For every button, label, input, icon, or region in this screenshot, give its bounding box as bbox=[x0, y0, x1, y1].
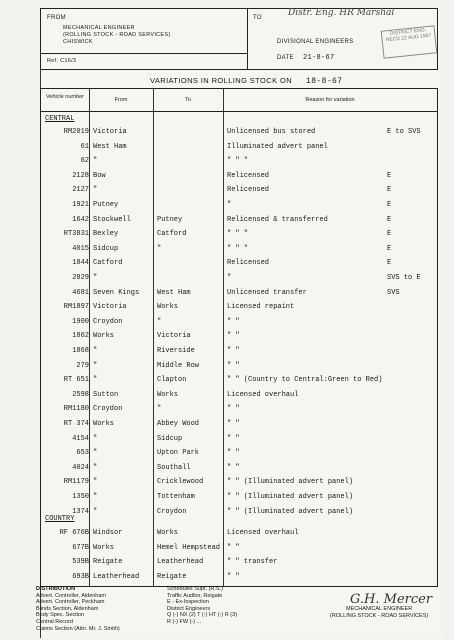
from-cell: Windsor bbox=[93, 529, 123, 537]
to-cell: Clapton bbox=[157, 376, 187, 385]
table-row bbox=[41, 446, 437, 461]
vehicle-number: 4024 bbox=[72, 463, 89, 472]
reason-code-cell: E bbox=[387, 244, 392, 253]
to-cell: " bbox=[157, 317, 162, 326]
table-row bbox=[41, 227, 437, 242]
from-cell: Works bbox=[93, 543, 115, 552]
reason-cell: " " bbox=[227, 543, 240, 552]
reason-code-cell: SVS bbox=[387, 288, 400, 297]
reason-cell: Licensed overhaul bbox=[227, 390, 299, 399]
table-row bbox=[41, 541, 437, 556]
reason-cell: " " " bbox=[227, 157, 249, 166]
distribution-list-2 bbox=[167, 586, 237, 626]
reason-cell: " " bbox=[227, 420, 240, 428]
from-cell: Stockwell bbox=[93, 215, 131, 224]
to-cell: Works bbox=[157, 303, 179, 312]
to-cell: Catford bbox=[157, 230, 187, 239]
reason-code-cell: E bbox=[387, 230, 392, 239]
col-header-reason: Reason for variation bbox=[305, 97, 355, 103]
reason-cell: " " bbox=[227, 317, 240, 326]
vehicle-number: 61 bbox=[80, 142, 89, 151]
to-cell: " bbox=[157, 405, 162, 414]
table-row bbox=[41, 242, 437, 257]
from-cell: " bbox=[93, 186, 98, 195]
from-line-1: MECHANICAL ENGINEER bbox=[63, 25, 135, 31]
to-cell: Croydon bbox=[157, 507, 187, 516]
table-row bbox=[41, 300, 437, 315]
vehicle-number: 1921 bbox=[72, 201, 89, 209]
from-cell: " bbox=[93, 507, 98, 516]
from-cell: Victoria bbox=[93, 303, 127, 312]
to-cell: Abbey Wood bbox=[157, 420, 200, 428]
reason-cell: Licensed overhaul bbox=[227, 529, 299, 537]
to-cell: Cricklewood bbox=[157, 478, 204, 487]
table-row bbox=[41, 526, 437, 541]
table-row bbox=[41, 286, 437, 301]
reason-cell: " " bbox=[227, 572, 240, 581]
from-cell: Bexley bbox=[93, 230, 119, 239]
reason-cell: " " " bbox=[227, 230, 249, 239]
vehicle-number: 693B bbox=[72, 572, 89, 581]
distribution-item: Advert. Controller, Aldenham bbox=[36, 592, 107, 599]
table-row bbox=[41, 213, 437, 228]
distribution-item: Central Record bbox=[36, 618, 73, 625]
to-cell: Leatherhead bbox=[157, 558, 204, 567]
vehicle-number: 539B bbox=[72, 558, 89, 567]
vehicle-number: RM1897 bbox=[63, 303, 89, 312]
vehicle-number: 2829 bbox=[72, 274, 89, 282]
document-title bbox=[150, 76, 342, 86]
vehicle-number: 2128 bbox=[72, 171, 89, 180]
table-row bbox=[41, 402, 437, 417]
from-cell: Sidcup bbox=[93, 244, 119, 253]
reason-cell: Relicensed bbox=[227, 259, 270, 268]
title-date: 18-8-67 bbox=[306, 77, 343, 86]
from-cell: Sutton bbox=[93, 390, 119, 399]
reason-cell: " " bbox=[227, 332, 240, 341]
to-cell: Victoria bbox=[157, 332, 191, 341]
from-line-2: (ROLLING STOCK - ROAD SERVICES) bbox=[63, 32, 171, 38]
col-header-vehicle: Vehicle number bbox=[46, 94, 84, 100]
from-cell: Putney bbox=[93, 201, 119, 209]
reason-code-cell: E bbox=[387, 215, 392, 224]
header-row-divider bbox=[41, 111, 437, 112]
table-row bbox=[41, 505, 437, 520]
vehicle-number: RT3831 bbox=[63, 230, 89, 239]
reason-cell: Licensed repaint bbox=[227, 303, 295, 312]
to-value: DIVISIONAL ENGINEERS bbox=[277, 39, 354, 45]
reason-cell: Relicensed & transferred bbox=[227, 215, 328, 224]
reason-cell: Unlicensed transfer bbox=[227, 288, 307, 297]
table-row bbox=[41, 417, 437, 432]
distribution-item: Body Spec. Section bbox=[36, 612, 85, 619]
distribution-label: DISTRIBUTION bbox=[36, 586, 76, 592]
reason-cell: " bbox=[227, 201, 232, 209]
reason-cell: Relicensed bbox=[227, 171, 270, 180]
vehicle-number: 2598 bbox=[72, 390, 89, 399]
table-row bbox=[41, 570, 437, 585]
distribution-list bbox=[36, 586, 120, 632]
reason-code-cell: E bbox=[387, 186, 392, 195]
reason-cell: " bbox=[227, 274, 232, 282]
table-row bbox=[41, 198, 437, 213]
from-cell: Croydon bbox=[93, 317, 123, 326]
vehicle-number: 4681 bbox=[72, 288, 89, 297]
reason-code-cell: E bbox=[387, 171, 392, 180]
section-country: COUNTRY bbox=[45, 515, 75, 523]
table-row bbox=[41, 329, 437, 344]
from-cell: Reigate bbox=[93, 558, 123, 567]
vehicle-number: RM2019 bbox=[63, 128, 89, 136]
from-cell: " bbox=[93, 434, 98, 443]
table-row bbox=[41, 183, 437, 198]
vehicle-number: 1868 bbox=[72, 347, 89, 355]
reason-cell: " " (Illuminated advert panel) bbox=[227, 493, 354, 501]
to-cell: Works bbox=[157, 529, 179, 537]
vehicle-number: RM1180 bbox=[63, 405, 89, 414]
vehicle-number: RT 651 bbox=[63, 376, 89, 385]
to-cell: Sidcup bbox=[157, 434, 183, 443]
reason-cell: " " bbox=[227, 347, 240, 355]
reason-cell: " " bbox=[227, 405, 240, 414]
reason-cell: " " (Illuminated advert panel) bbox=[227, 478, 354, 487]
to-cell: " bbox=[157, 244, 162, 253]
date-value: 21-8-67 bbox=[303, 54, 335, 62]
reason-cell: " " transfer bbox=[227, 558, 278, 567]
vehicle-number: 1350 bbox=[72, 493, 89, 501]
from-cell: Croydon bbox=[93, 405, 123, 414]
reason-cell: Illuminated advert panel bbox=[227, 142, 328, 151]
variations-table bbox=[40, 88, 438, 587]
received-stamp: DISTRICT ENG. RECD 22 AUG 1967 bbox=[381, 25, 438, 58]
from-cell: " bbox=[93, 157, 98, 166]
table-row bbox=[41, 154, 437, 169]
to-cell: Southall bbox=[157, 463, 191, 472]
table-row bbox=[41, 125, 437, 140]
vehicle-number: 1374 bbox=[72, 507, 89, 516]
table-row bbox=[41, 271, 437, 286]
reason-cell: Unlicensed bus stored bbox=[227, 128, 316, 136]
to-cell: Putney bbox=[157, 215, 183, 224]
vehicle-number: 62 bbox=[80, 157, 89, 166]
reason-code-cell: SVS to E bbox=[387, 274, 421, 282]
reason-cell: " " (Illuminated advert panel) bbox=[227, 507, 354, 516]
to-cell: Upton Park bbox=[157, 449, 200, 458]
title-text: VARIATIONS IN ROLLING STOCK ON bbox=[150, 76, 293, 85]
table-row bbox=[41, 344, 437, 359]
col-header-to: To bbox=[185, 97, 191, 103]
from-cell: Seven Kings bbox=[93, 288, 140, 297]
reason-code-cell: E to SVS bbox=[387, 128, 421, 136]
table-row bbox=[41, 475, 437, 490]
from-cell: Catford bbox=[93, 259, 123, 268]
vehicle-number: 1642 bbox=[72, 215, 89, 224]
from-cell: Victoria bbox=[93, 128, 127, 136]
vehicle-number: 4015 bbox=[72, 244, 89, 253]
distribution-item: Claims Section (Attn. Mr. J. Smith) bbox=[36, 625, 120, 632]
signatory-title: MECHANICAL ENGINEER (ROLLING STOCK - ROAD SERVICES) bbox=[330, 606, 429, 619]
distribution-item: Schedules Supt. (R.S.) bbox=[167, 586, 223, 592]
from-cell: " bbox=[93, 493, 98, 501]
reason-cell: " " bbox=[227, 434, 240, 443]
distribution-item: Traffic Auditor, Reigate bbox=[167, 592, 223, 599]
distribution-item: Blinds Section, Aldenham bbox=[36, 605, 99, 612]
from-cell: Works bbox=[93, 332, 115, 341]
header-divider bbox=[247, 9, 248, 69]
table-row bbox=[41, 359, 437, 374]
header-ref-divider bbox=[41, 53, 247, 54]
distribution-item: E - Ex-Inspection bbox=[167, 599, 209, 606]
vehicle-number: 1862 bbox=[72, 332, 89, 341]
reason-cell: " " bbox=[227, 463, 240, 472]
table-row bbox=[41, 490, 437, 505]
from-cell: " bbox=[93, 376, 98, 385]
to-label: TO bbox=[253, 15, 262, 21]
reason-code-cell: E bbox=[387, 259, 392, 268]
table-row bbox=[41, 256, 437, 271]
to-cell: Riverside bbox=[157, 347, 195, 355]
to-cell: Middle Row bbox=[157, 361, 200, 370]
from-cell: " bbox=[93, 463, 98, 472]
vehicle-number: 4154 bbox=[72, 434, 89, 443]
from-cell: " bbox=[93, 347, 98, 355]
reason-cell: " " bbox=[227, 361, 240, 370]
vehicle-number: RF 676B bbox=[59, 529, 89, 537]
from-cell: " bbox=[93, 449, 98, 458]
to-cell: Tottenham bbox=[157, 493, 195, 501]
reason-cell: Relicensed bbox=[227, 186, 270, 195]
vehicle-number: 1844 bbox=[72, 259, 89, 268]
table-row bbox=[41, 140, 437, 155]
table-row bbox=[41, 373, 437, 388]
from-label: FROM bbox=[47, 15, 66, 21]
signature: G.H. Mercer bbox=[350, 592, 433, 607]
from-cell: Bow bbox=[93, 171, 106, 180]
vehicle-number: RM1179 bbox=[63, 478, 89, 487]
reason-cell: " " " bbox=[227, 244, 249, 253]
distribution-item: Q (-) NX (2) T (-) HT (-) R (3) bbox=[167, 612, 237, 619]
distribution-item: R (-) FW (-) ... bbox=[167, 618, 202, 625]
from-line-3: CHISWICK bbox=[63, 39, 93, 45]
from-cell: " bbox=[93, 478, 98, 487]
from-cell: " bbox=[93, 274, 98, 282]
vehicle-number: 2127 bbox=[72, 186, 89, 195]
distribution-item: Advert. Controller, Peckham bbox=[36, 599, 105, 606]
vehicle-number: 279 bbox=[76, 361, 89, 370]
vehicle-number: 1900 bbox=[72, 317, 89, 326]
reason-cell: " " (Country to Central:Green to Red) bbox=[227, 376, 383, 385]
table-row bbox=[41, 432, 437, 447]
reason-cell: " " bbox=[227, 449, 240, 458]
distribution-item: District Engineers bbox=[167, 605, 211, 612]
table-row bbox=[41, 555, 437, 570]
from-cell: " bbox=[93, 361, 98, 370]
table-row bbox=[41, 315, 437, 330]
to-cell: Works bbox=[157, 390, 179, 399]
reference: Ref. C16/3 bbox=[47, 58, 77, 64]
to-cell: Hemel Hempstead bbox=[157, 543, 221, 552]
reason-code-cell: E bbox=[387, 201, 392, 209]
from-cell: Leatherhead bbox=[93, 572, 140, 581]
table-row bbox=[41, 169, 437, 184]
to-cell: West Ham bbox=[157, 288, 191, 297]
table-row bbox=[41, 461, 437, 476]
to-cell: Reigate bbox=[157, 572, 187, 581]
col-header-from: From bbox=[114, 97, 128, 103]
section-central: CENTRAL bbox=[45, 115, 75, 123]
vehicle-number: RT 374 bbox=[63, 420, 89, 428]
date-label: DATE bbox=[277, 55, 294, 61]
vehicle-number: 653 bbox=[76, 449, 89, 458]
from-cell: West Ham bbox=[93, 142, 127, 151]
handwritten-note: Distr. Eng. HR Marshal bbox=[288, 8, 395, 18]
from-cell: Works bbox=[93, 420, 115, 428]
vehicle-number: 677B bbox=[72, 543, 89, 552]
table-row bbox=[41, 388, 437, 403]
